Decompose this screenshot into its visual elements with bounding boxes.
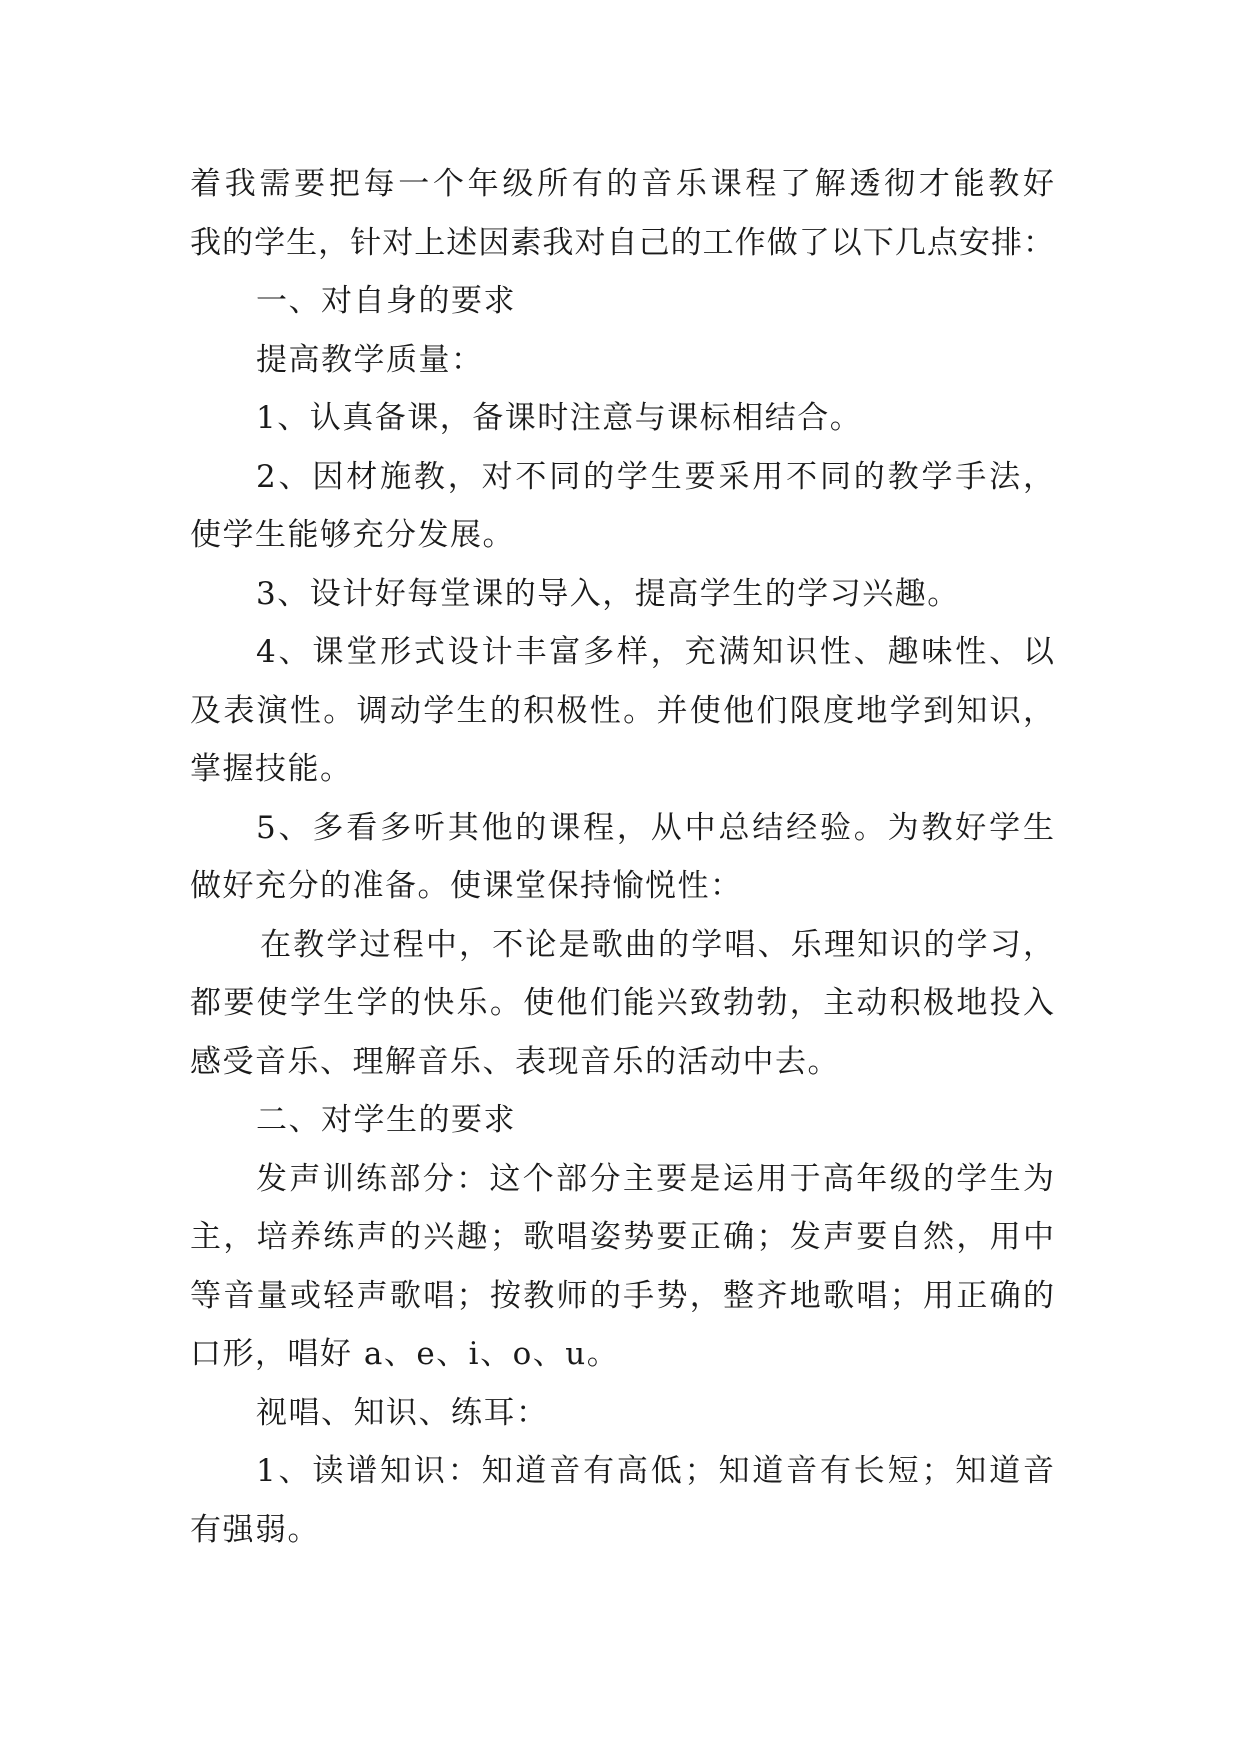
section-heading [190, 272, 1054, 331]
text-line: 等音量或轻声歌唱；按教师的手势，整齐地歌唱；用正确的 [190, 1277, 1054, 1314]
text-line: 掌握技能。 [190, 751, 353, 787]
text-line: 视唱、知识、练耳： [256, 1394, 549, 1431]
text-line: 都要使学生学的快乐。使他们能兴致勃勃，主动积极地投入 [190, 985, 1054, 1021]
text-line: 提高教学质量： [256, 341, 484, 378]
paragraph [190, 155, 1054, 272]
text-line: 3、设计好每堂课的导入，提高学生的学习兴趣。 [256, 575, 960, 612]
text-line: 在教学过程中，不论是歌曲的学唱、乐理知识的学习， [260, 926, 1054, 963]
paragraph [190, 916, 1054, 1092]
text-line: 有强弱。 [190, 1511, 320, 1548]
text-line: 5、多看多听其他的课程，从中总结经验。为教好学生 [256, 809, 1054, 846]
text-line: 做好充分的准备。使课堂保持愉悦性： [190, 868, 743, 904]
list-item [190, 565, 1054, 624]
text-line: 发声训练部分：这个部分主要是运用于高年级的学生为 [256, 1160, 1054, 1197]
text-line: 及表演性。调动学生的积极性。并使他们限度地学到知识， [190, 692, 1054, 729]
text-line: 着我需要把每一个年级所有的音乐课程了解透彻才能教好 [190, 166, 1054, 202]
list-item [190, 448, 1054, 565]
text-line: 一、对自身的要求 [256, 283, 516, 319]
text-line: 1、读谱知识：知道音有高低；知道音有长短；知道音 [256, 1453, 1054, 1489]
paragraph [190, 1150, 1054, 1384]
text-line: 我的学生，针对上述因素我对自己的工作做了以下几点安排： [190, 224, 1054, 261]
text-line: 4、课堂形式设计丰富多样，充满知识性、趣味性、以 [256, 634, 1054, 670]
list-item [190, 623, 1054, 799]
text-line: 口形，唱好 a、e、i、o、u。 [190, 1336, 620, 1372]
list-item [190, 799, 1054, 916]
subheading [190, 331, 1054, 390]
text-line: 使学生能够充分发展。 [190, 517, 515, 553]
text-line: 感受音乐、理解音乐、表现音乐的活动中去。 [190, 1043, 840, 1080]
text-line: 二、对学生的要求 [256, 1102, 516, 1138]
text-line: 2、因材施教，对不同的学生要采用不同的教学手法， [256, 458, 1054, 495]
list-item [190, 1442, 1054, 1559]
section-heading [190, 1091, 1054, 1150]
body-text [190, 155, 1054, 1559]
text-line: 主，培养练声的兴趣；歌唱姿势要正确；发声要自然，用中 [190, 1219, 1054, 1255]
text-line: 1、认真备课，备课时注意与课标相结合。 [256, 400, 863, 436]
subheading [190, 1384, 1054, 1443]
list-item [190, 389, 1054, 448]
